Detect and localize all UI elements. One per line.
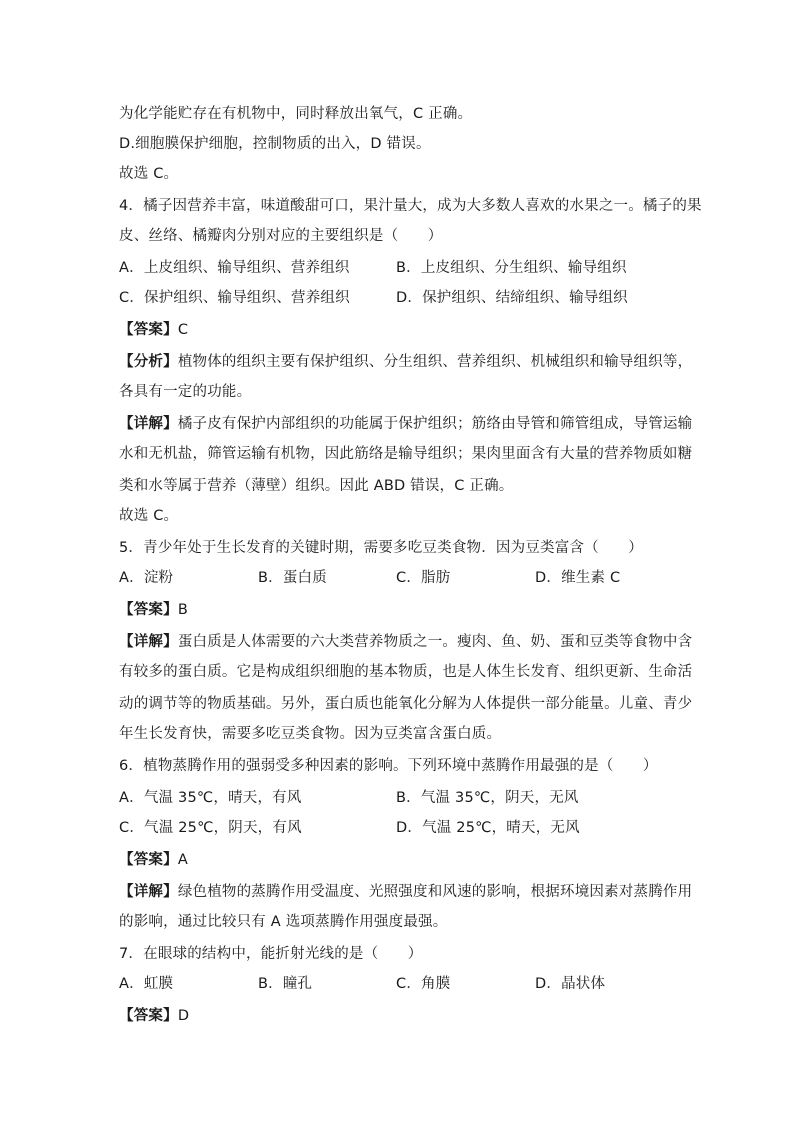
section-text: D <box>177 1008 190 1024</box>
choice-option: D．维生素 C <box>535 570 621 586</box>
labeled-line <box>119 1006 189 1026</box>
choice-option: B．蛋白质 <box>258 570 327 586</box>
section-tag: 【答案】 <box>119 1008 178 1024</box>
choice-option: A．淀粉 <box>119 570 174 586</box>
section-tag: 【分析】 <box>119 354 178 370</box>
text-line: 为化学能贮存在有机物中，同时释放出氧气，C 正确。 <box>119 106 473 122</box>
text-line: 5．青少年处于生长发育的关键时期，需要多吃豆类食物．因为豆类富含（ ） <box>119 540 643 556</box>
section-text: 蛋白质是人体需要的六大类营养物质之一。瘦肉、鱼、奶、蛋和豆类等食物中含 <box>177 634 693 650</box>
text-line: 4．橘子因营养丰富，味道酸甜可口，果汁量大，成为大多数人喜欢的水果之一。橘子的果 <box>119 198 702 214</box>
section-tag: 【答案】 <box>119 852 178 868</box>
text-line: 年生长发育快，需要多吃豆类食物。因为豆类富含蛋白质。 <box>119 726 502 742</box>
section-text: A <box>177 852 188 868</box>
choice-option: C．角膜 <box>396 976 451 992</box>
choice-option: C．保护组织、输导组织、营养组织 <box>119 290 350 306</box>
text-line: 6．植物蒸腾作用的强弱受多种因素的影响。下列环境中蒸腾作用最强的是（ ） <box>119 758 658 774</box>
text-line: 皮、丝络、橘瓣肉分别对应的主要组织是（ ） <box>119 228 443 244</box>
choice-option: B．气温 35℃，阴天，无风 <box>396 790 579 806</box>
section-text: 植物体的组织主要有保护组织、分生组织、营养组织、机械组织和输导组织等， <box>177 354 693 370</box>
section-text: B <box>177 602 188 618</box>
choice-option: C．脂肪 <box>396 570 451 586</box>
section-text: C <box>177 322 189 338</box>
text-line: 动的调节等的物质基础。另外，蛋白质也能氧化分解为人体提供一部分能量。儿童、青少 <box>119 696 693 712</box>
text-line: 有较多的蛋白质。它是构成组织细胞的基本物质，也是人体生长发育、组织更新、生命活 <box>119 664 693 680</box>
labeled-line <box>119 850 188 870</box>
labeled-line <box>119 882 692 902</box>
section-tag: 【答案】 <box>119 602 178 618</box>
text-line: 水和无机盐，筛管运输有机物，因此筋络是输导组织；果肉里面含有大量的营养物质如糖 <box>119 446 693 462</box>
text-line: 各具有一定的功能。 <box>119 384 252 400</box>
text-line: 故选 C。 <box>119 508 179 524</box>
choice-row <box>119 288 679 308</box>
choice-option: D．晶状体 <box>535 976 606 992</box>
choice-row <box>119 974 679 994</box>
choice-option: A．气温 35℃，晴天，有风 <box>119 790 302 806</box>
choice-row <box>119 818 679 838</box>
text-line: D.细胞膜保护细胞，控制物质的出入，D 错误。 <box>119 136 431 152</box>
choice-row <box>119 568 679 588</box>
labeled-line <box>119 320 188 340</box>
choice-option: D．保护组织、结缔组织、输导组织 <box>396 290 628 306</box>
section-text: 橘子皮有保护内部组织的功能属于保护组织；筋络由导管和筛管组成，导管运输 <box>177 416 693 432</box>
text-line: 类和水等属于营养（薄壁）组织。因此 ABD 错误，C 正确。 <box>119 478 514 494</box>
choice-option: D．气温 25℃，晴天，无风 <box>396 820 580 836</box>
text-line: 7．在眼球的结构中，能折射光线的是（ ） <box>119 946 423 962</box>
choice-row <box>119 788 679 808</box>
section-text: 绿色植物的蒸腾作用受温度、光照强度和风速的影响，根据环境因素对蒸腾作用 <box>177 884 693 900</box>
choice-option: B．瞳孔 <box>258 976 313 992</box>
choice-row <box>119 258 679 278</box>
text-line: 故选 C。 <box>119 166 179 182</box>
section-tag: 【详解】 <box>119 634 178 650</box>
section-tag: 【详解】 <box>119 416 178 432</box>
choice-option: A．上皮组织、输导组织、营养组织 <box>119 260 350 276</box>
section-tag: 【详解】 <box>119 884 178 900</box>
choice-option: A．虹膜 <box>119 976 174 992</box>
text-line: 的影响，通过比较只有 A 选项蒸腾作用强度最强。 <box>119 914 448 930</box>
section-tag: 【答案】 <box>119 322 178 338</box>
labeled-line <box>119 414 692 434</box>
labeled-line <box>119 632 692 652</box>
choice-option: C．气温 25℃，阴天，有风 <box>119 820 302 836</box>
choice-option: B．上皮组织、分生组织、输导组织 <box>396 260 627 276</box>
labeled-line <box>119 352 692 372</box>
labeled-line <box>119 600 188 620</box>
